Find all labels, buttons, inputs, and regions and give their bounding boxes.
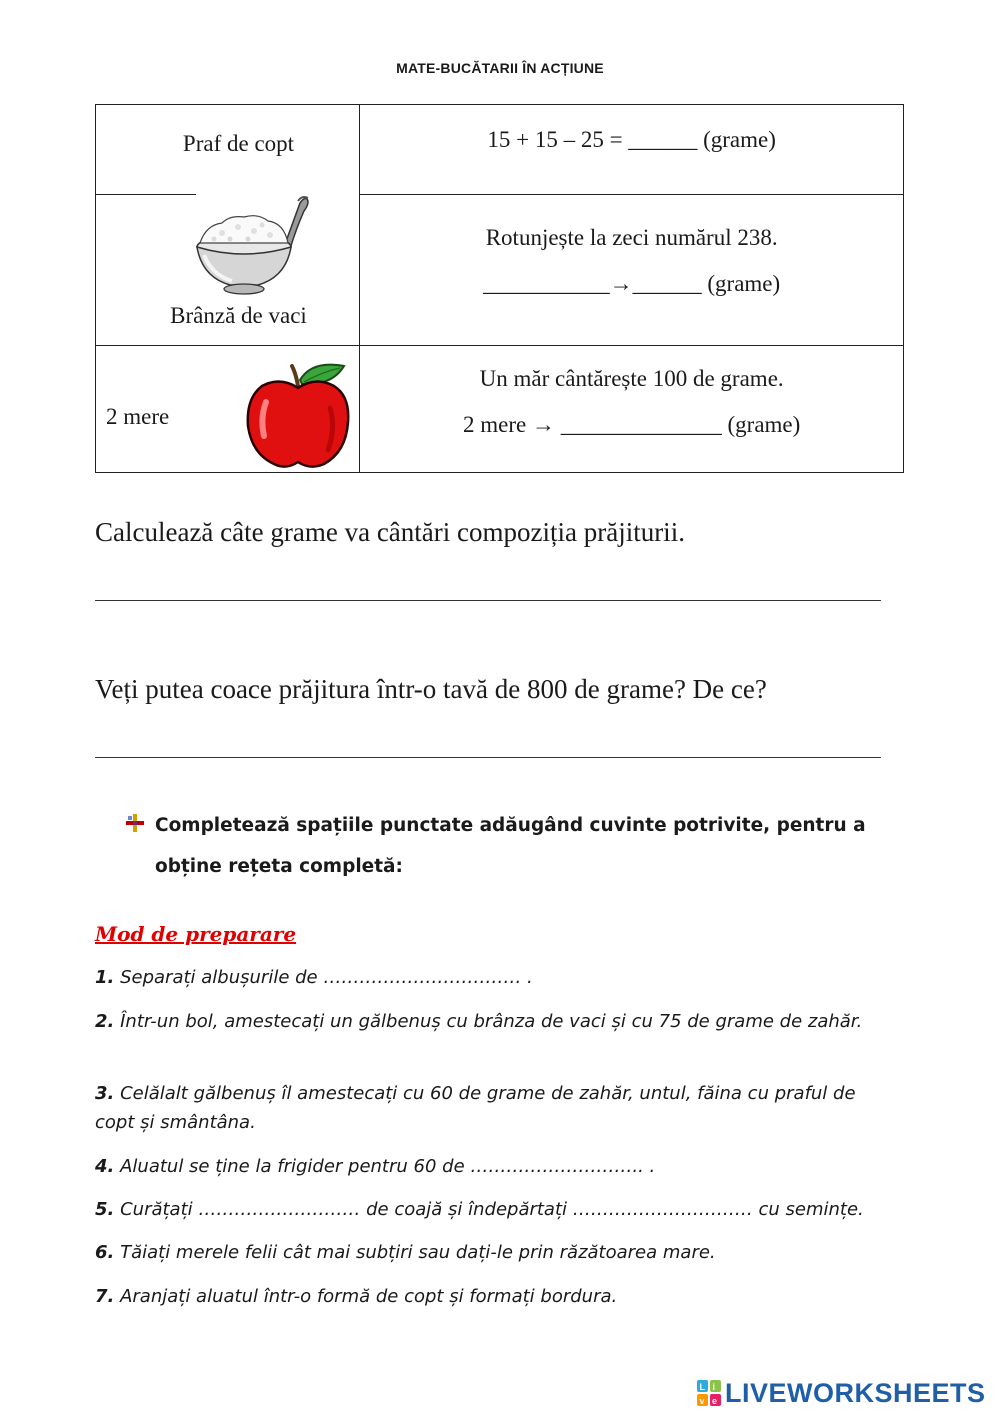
question-text: Calculează câte grame va cântări compoziția prăjiturii. [95,517,685,547]
page-title: MATE-BUCĂTARII ÎN ACȚIUNE [396,60,604,76]
answer-blank[interactable]: ___________→______ (grame) [483,271,781,296]
ingredient-cell [96,195,360,346]
step-number: 6. [95,1242,115,1263]
ingredient-label: Brânză de vaci [170,303,307,328]
step-number: 4. [95,1156,115,1177]
colored-cross-bullet-icon [125,813,145,833]
step-text[interactable]: Separați albușurile de …………………………… . [114,967,533,988]
svg-text:L: L [699,1382,705,1392]
list-item [95,1282,895,1311]
step-text: Tăiați merele felii cât mai subțiri sau dați-le prin răzătoarea mare. [114,1242,716,1263]
svg-text:v: v [699,1396,705,1406]
ingredient-label: 2 mere [106,404,170,429]
liveworksheets-brand[interactable] [697,1379,986,1407]
task-text: 15 + 15 – 25 = ______ (grame) [487,127,776,152]
task-text: Un măr cântărește 100 de grame. [479,366,784,391]
list-item [95,1195,895,1224]
red-apple-icon [246,358,352,470]
instruction-text: obține rețeta completă: [155,856,403,877]
step-text[interactable]: Aluatul se ține la frigider pentru 60 de ……………………….. . [114,1156,656,1177]
table-row [96,346,904,473]
instruction-text: Completează spațiile punctate adăugând cuvinte potrivite, pentru a [155,815,866,836]
list-item [95,1238,895,1267]
list-item [95,1079,895,1137]
step-text[interactable]: Curățați ……………………… de coajă și îndepărtați ………………………… cu semințe. [114,1199,864,1220]
step-text: Celălalt gălbenuș îl amestecați cu 60 de grame de zahăr, untul, făina cu praful de copt și smântâna. [95,1083,856,1133]
ingredient-label: Praf de copt [182,131,295,156]
question-text: Veți putea coace prăjitura într-o tavă de 800 de grame? De ce? [95,674,767,704]
answer-line[interactable] [95,600,881,601]
svg-text:e: e [712,1396,718,1406]
section-title: Mod de preparare [95,922,297,946]
answer-line[interactable] [95,757,881,758]
brand-name: LIVEWORKSHEETS [725,1377,986,1408]
step-number: 1. [95,967,115,988]
list-item [95,1007,895,1036]
cottage-cheese-bowl-icon [192,195,312,299]
task-cell [359,105,903,195]
liveworksheets-logo-icon [697,1380,721,1406]
recipe-table [95,104,904,473]
step-number: 3. [95,1083,115,1104]
table-row [96,195,904,346]
task-text: Rotunjește la zeci numărul 238. [485,225,778,250]
step-text: Aranjați aluatul într-o formă de copt și formați bordura. [114,1286,618,1307]
step-number: 7. [95,1286,115,1307]
ingredient-cell [96,105,360,195]
ingredient-cell [96,346,360,473]
table-row [96,105,904,195]
task-cell [359,346,903,473]
svg-text:i: i [712,1382,716,1392]
list-item [95,963,895,992]
answer-blank[interactable]: 2 mere → ______________ (grame) [463,412,801,437]
list-item [95,1152,895,1181]
task-cell [359,195,903,346]
step-text: Într-un bol, amestecați un gălbenuș cu brânza de vaci și cu 75 de grame de zahăr. [114,1011,863,1032]
step-number: 2. [95,1011,115,1032]
step-number: 5. [95,1199,115,1220]
